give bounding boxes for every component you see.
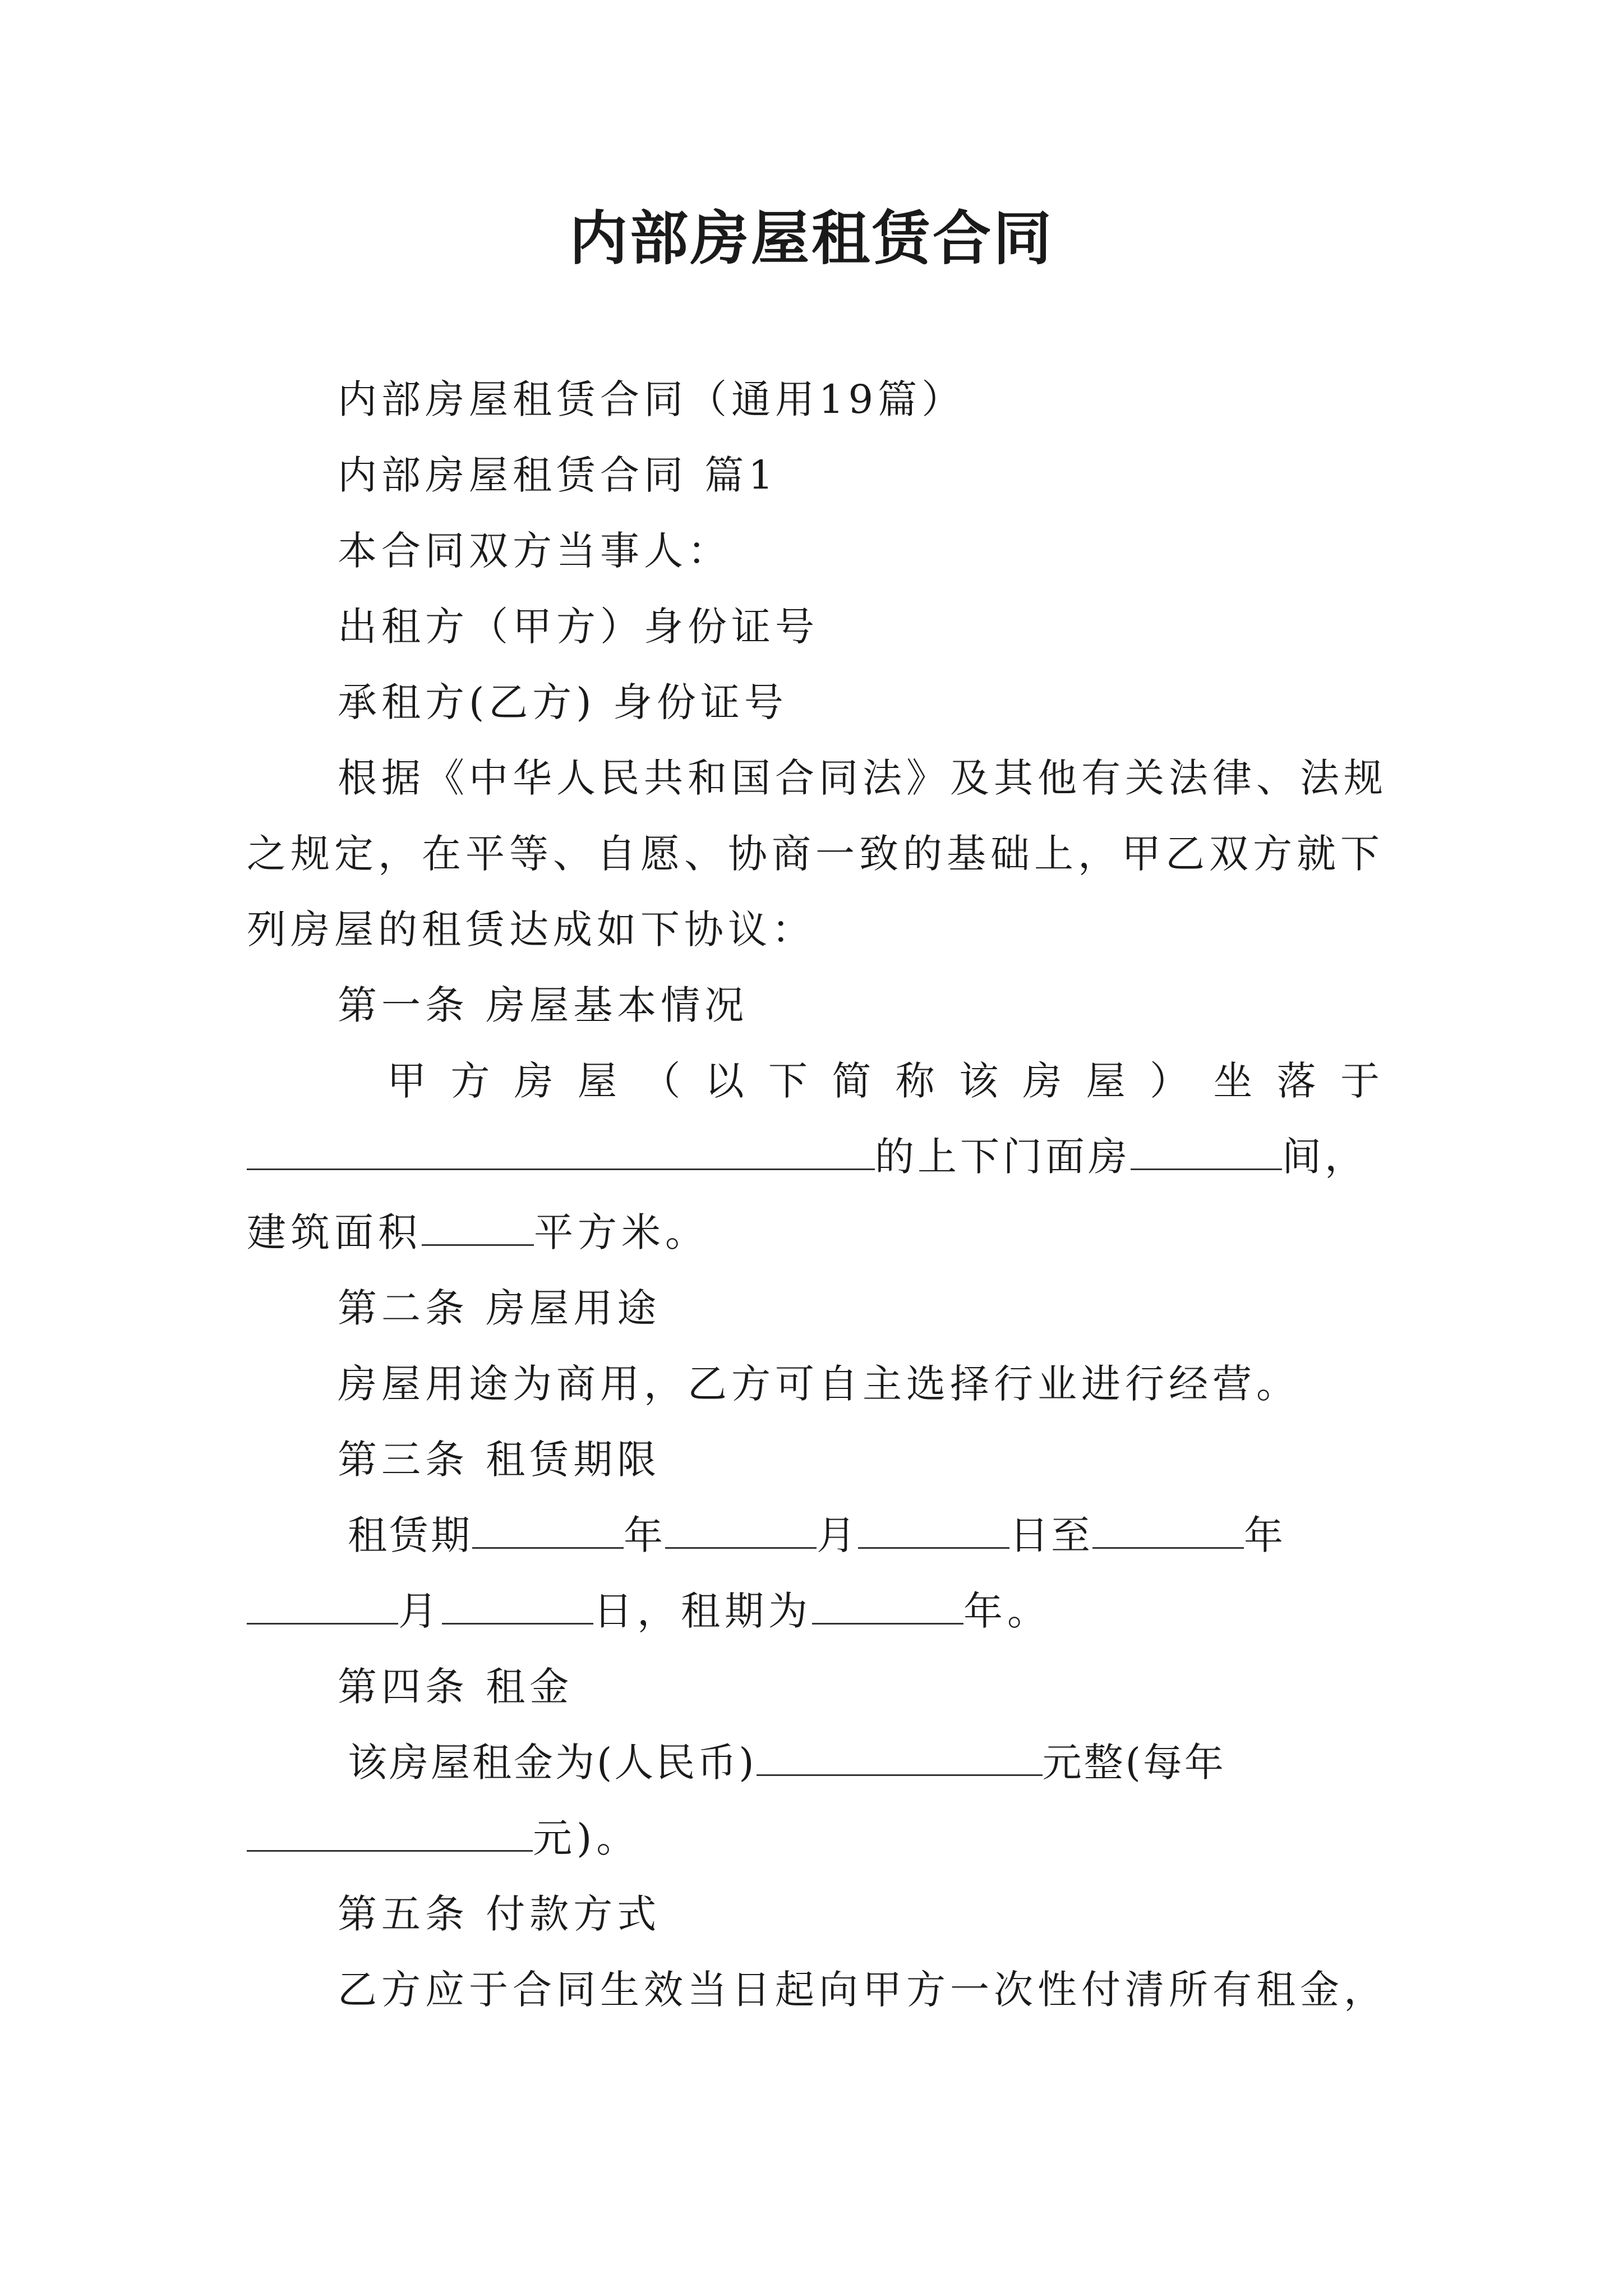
fill-in-blank[interactable] [1092, 1508, 1244, 1549]
line-text: 日，租期为 [593, 1588, 812, 1634]
line-text: 月 [817, 1512, 858, 1558]
paragraph-line: 之规定，在平等、自愿、协商一致的基础上，甲乙双方就下 [247, 831, 1384, 877]
fill-in-blank[interactable] [1131, 1129, 1282, 1170]
fill-in-blank[interactable] [247, 1129, 875, 1170]
fill-in-blank[interactable] [247, 1584, 398, 1625]
paragraph-line: 承租方(乙方) 身份证号 [338, 679, 788, 725]
line-text: 年。 [963, 1588, 1051, 1634]
paragraph-line [247, 1577, 1380, 1645]
line-text: 平方米。 [534, 1209, 709, 1255]
paragraph-line: 乙方应于合同生效当日起向甲方一次性付清所有租金， [338, 1967, 1387, 2013]
paragraph-line: 房屋用途为商用，乙方可自主选择行业进行经营。 [338, 1361, 1300, 1407]
fill-in-blank[interactable] [858, 1508, 1009, 1549]
paragraph-line: 出租方（甲方）身份证号 [338, 604, 819, 650]
paragraph-line [348, 1502, 1380, 1569]
paragraph-line: 列房屋的租赁达成如下协议： [247, 907, 815, 953]
paragraph-line: 甲 方 房 屋 （ 以 下 简 称 该 房 屋 ） 坐 落 于 [387, 1058, 1380, 1104]
paragraph-line [348, 1729, 1380, 1796]
line-text: 年 [624, 1512, 665, 1558]
section-heading: 第五条 付款方式 [338, 1891, 661, 1937]
document-title: 内部房屋租赁合同 [569, 204, 1054, 273]
section-heading: 第二条 房屋用途 [338, 1285, 661, 1331]
fill-in-blank[interactable] [472, 1508, 624, 1549]
line-text: 的上下门面房 [875, 1134, 1131, 1180]
section-heading: 第三条 租赁期限 [338, 1437, 661, 1483]
section-heading: 第四条 租金 [338, 1664, 574, 1710]
paragraph-line [247, 1805, 1380, 1872]
line-text: 年 [1244, 1512, 1285, 1558]
paragraph-line: 内部房屋租赁合同（通用19篇） [338, 376, 966, 422]
line-text: 建筑面积 [247, 1209, 422, 1255]
paragraph-line [247, 1199, 1380, 1266]
paragraph-line: 根据《中华人民共和国合同法》及其他有关法律、法规 [338, 755, 1387, 801]
paragraph-line: 本合同双方当事人： [338, 528, 731, 574]
line-text: 间， [1282, 1134, 1367, 1180]
line-text: 元)。 [533, 1815, 640, 1861]
paragraph-line: 内部房屋租赁合同 篇1 [338, 452, 778, 498]
fill-in-blank[interactable] [247, 1811, 533, 1852]
section-heading: 第一条 房屋基本情况 [338, 982, 749, 1028]
fill-in-blank[interactable] [812, 1584, 963, 1625]
line-text: 日至 [1009, 1512, 1092, 1558]
line-text: 该房屋租金为(人民币) [348, 1740, 757, 1786]
fill-in-blank[interactable] [422, 1205, 534, 1246]
fill-in-blank[interactable] [665, 1508, 817, 1549]
fill-in-blank[interactable] [442, 1584, 593, 1625]
line-text: 元整(每年 [1042, 1740, 1226, 1786]
line-text: 租赁期 [348, 1512, 472, 1558]
line-text: 月 [398, 1588, 442, 1634]
paragraph-line [247, 1123, 1380, 1190]
fill-in-blank[interactable] [757, 1735, 1043, 1776]
